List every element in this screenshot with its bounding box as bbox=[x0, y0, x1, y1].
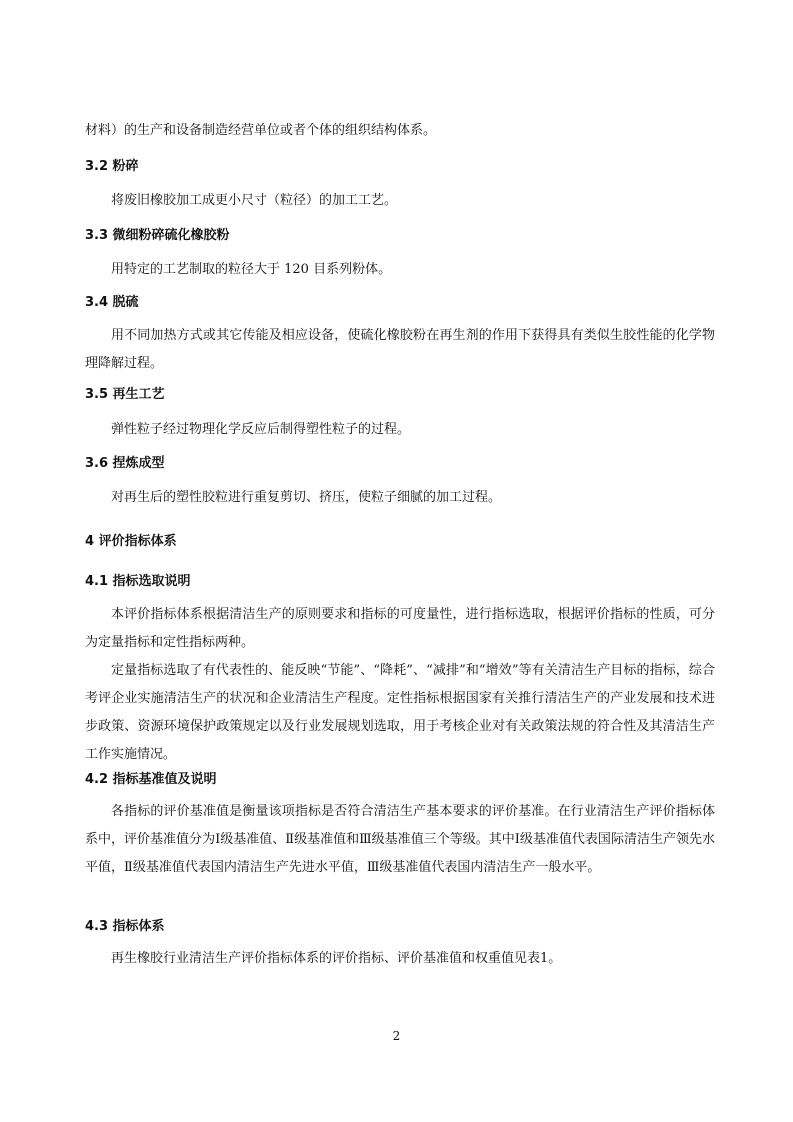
paragraph: 定量指标选取了有代表性的、能反映“节能”、“降耗”、“减排”和“增效”等有关清洁生产目标的指标，综合考评企业实施清洁生产的状况和企业清洁生产程度。定性指标根据国家有关推行清洁生产的产业发展和技术进步政策、资源环境保护政策规定以及行业发展规划选取，用于考核企业对有关政策法规的符合性及其清洁生产工作实施情况。 bbox=[85, 663, 715, 762]
section-3-4 bbox=[85, 293, 715, 313]
section-heading: 3.5 再生工艺 bbox=[85, 387, 165, 402]
section-3-5 bbox=[85, 385, 715, 405]
section-heading: 3.6 捏炼成型 bbox=[85, 456, 165, 471]
section-3-2-body bbox=[85, 187, 715, 215]
paragraph: 再生橡胶行业清洁生产评价指标体系的评价指标、评价基准值和权重值见表1。 bbox=[111, 951, 562, 966]
section-4-3-body bbox=[85, 945, 715, 973]
section-4-3 bbox=[85, 917, 715, 937]
section-4-1-body bbox=[85, 601, 715, 769]
section-4 bbox=[85, 532, 715, 552]
section-heading: 4 评价指标体系 bbox=[85, 534, 177, 549]
paragraph: 本评价指标体系根据清洁生产的原则要求和指标的可度量性，进行指标选取，根据评价指标的性质，可分为定量指标和定性指标两种。 bbox=[85, 607, 715, 650]
section-heading: 4.3 指标体系 bbox=[85, 919, 165, 934]
section-4-1 bbox=[85, 572, 715, 592]
section-3-3 bbox=[85, 226, 715, 246]
section-heading: 4.1 指标选取说明 bbox=[85, 574, 191, 589]
paragraph: 将废旧橡胶加工成更小尺寸（粒径）的加工工艺。 bbox=[111, 193, 398, 208]
section-3-4-body bbox=[85, 322, 715, 378]
section-3-5-body bbox=[85, 416, 715, 444]
section-heading: 3.4 脱硫 bbox=[85, 295, 139, 310]
section-heading: 4.2 指标基准值及说明 bbox=[85, 772, 217, 787]
page-number: 2 bbox=[392, 1029, 401, 1043]
section-3-2 bbox=[85, 157, 715, 177]
paragraph: 各指标的评价基准值是衡量该项指标是否符合清洁生产基本要求的评价基准。在行业清洁生产评价指标体系中，评价基准值分为Ⅰ级基准值、Ⅱ级基准值和Ⅲ级基准值三个等级。其中Ⅰ级基准值代表国际清洁生产领先水平值，Ⅱ级基准值代表国内清洁生产先进水平值，Ⅲ级基准值代表国内清洁生产一般水平。 bbox=[85, 804, 715, 875]
section-4-2 bbox=[85, 770, 715, 790]
section-3-6 bbox=[85, 454, 715, 474]
section-heading: 3.2 粉碎 bbox=[85, 159, 139, 174]
paragraph: 用不同加热方式或其它传能及相应设备，使硫化橡胶粉在再生剂的作用下获得具有类似生胶性能的化学物理降解过程。 bbox=[85, 328, 715, 371]
section-heading: 3.3 微细粉碎硫化橡胶粉 bbox=[85, 228, 230, 243]
paragraph: 对再生后的塑性胶粒进行重复剪切、挤压，使粒子细腻的加工过程。 bbox=[111, 490, 502, 505]
paragraph: 用特定的工艺制取的粒径大于 120 目系列粉体。 bbox=[111, 262, 392, 277]
section-3-6-body bbox=[85, 484, 715, 512]
paragraph: 材料）的生产和设备制造经营单位或者个体的组织结构体系。 bbox=[85, 123, 437, 138]
paragraph: 弹性粒子经过物理化学反应后制得塑性粒子的过程。 bbox=[111, 422, 411, 437]
section-4-2-body bbox=[85, 798, 715, 882]
section-3-3-body bbox=[85, 256, 715, 284]
section-3-1-tail bbox=[85, 117, 715, 145]
